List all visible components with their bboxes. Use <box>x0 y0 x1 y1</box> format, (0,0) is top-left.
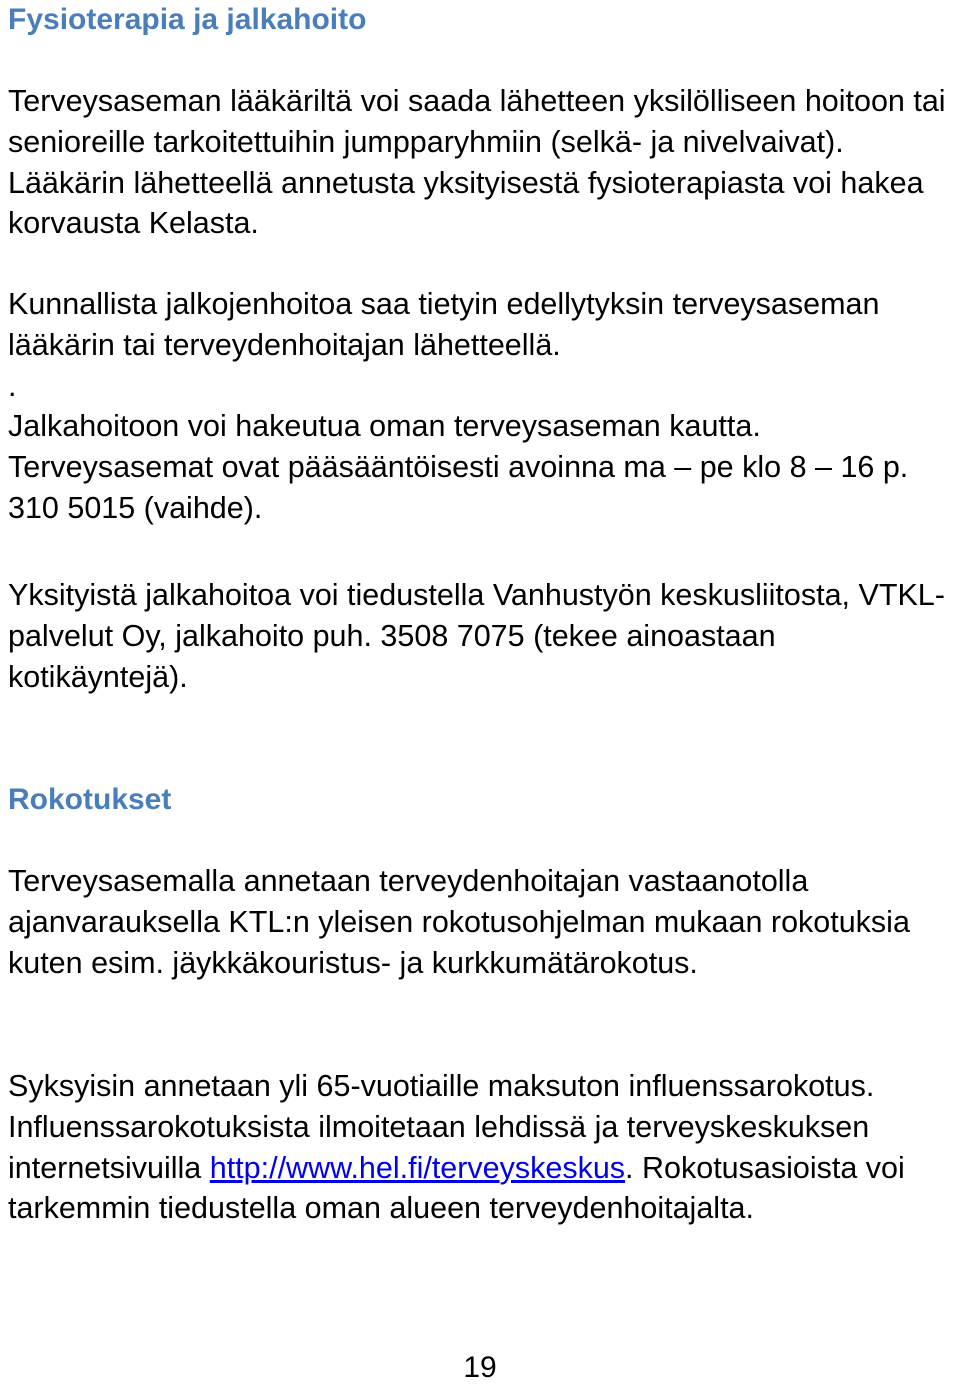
paragraph-text-before-link: Syksyisin annetaan yli 65-vuotiaille maksuton influenssarokotus. Influenssarokotuksista ilmoitetaan lehdissä ja terveyskeskuksen internetsivuilla <box>8 1069 875 1185</box>
paragraph-influenssarokotus <box>8 1066 956 1229</box>
paragraph-text-after-link: . Rokotusasioista voi tarkemmin tiedustella oman alueen terveydenhoitajalta. <box>8 1150 905 1226</box>
terveyskeskus-link[interactable]: http://www.hel.fi/terveyskeskus <box>209 1150 626 1185</box>
paragraph-line: Kunnallista jalkojenhoitoa saa tietyin edellytyksin terveysaseman lääkärin tai terveydenhoitajan lähetteellä. <box>8 287 880 362</box>
paragraph-yksityinen-jalkahoito: Yksityistä jalkahoitoa voi tiedustella Vanhustyön keskusliitosta, VTKL-palvelut Oy, jalkahoito puh. 3508 7075 (tekee ainoastaan kotikäyntejä). <box>8 578 945 694</box>
page-number: 19 <box>463 1351 497 1384</box>
paragraph-fysioterapia-lahete: Terveysaseman lääkäriltä voi saada lähetteen yksilölliseen hoitoon tai senioreille tarkoitettuihin jumpparyhmiin (selkä- ja nivelvaivat). Lääkärin lähetteellä annetusta yksityisestä fysioterapiasta voi hakea korvausta Kelasta. <box>8 84 946 241</box>
paragraph-line: . <box>8 368 17 403</box>
paragraph-kunnallinen-jalkahoito <box>8 284 956 529</box>
paragraph-rokotusohjelma: Terveysasemalla annetaan terveydenhoitajan vastaanotolla ajanvarauksella KTL:n yleisen rokotusohjelman mukaan rokotuksia kuten esim. jäykkäkouristus- ja kurkkumätärokotus. <box>8 864 910 980</box>
section-heading-rokotukset: Rokotukset <box>8 783 172 816</box>
paragraph-line: Jalkahoitoon voi hakeutua oman terveysaseman kautta. Terveysasemat ovat pääsääntöisesti avoinna ma – pe klo 8 – 16 p. 310 5015 (vaihde). <box>8 409 909 525</box>
section-heading-fysioterapia: Fysioterapia ja jalkahoito <box>8 3 367 36</box>
